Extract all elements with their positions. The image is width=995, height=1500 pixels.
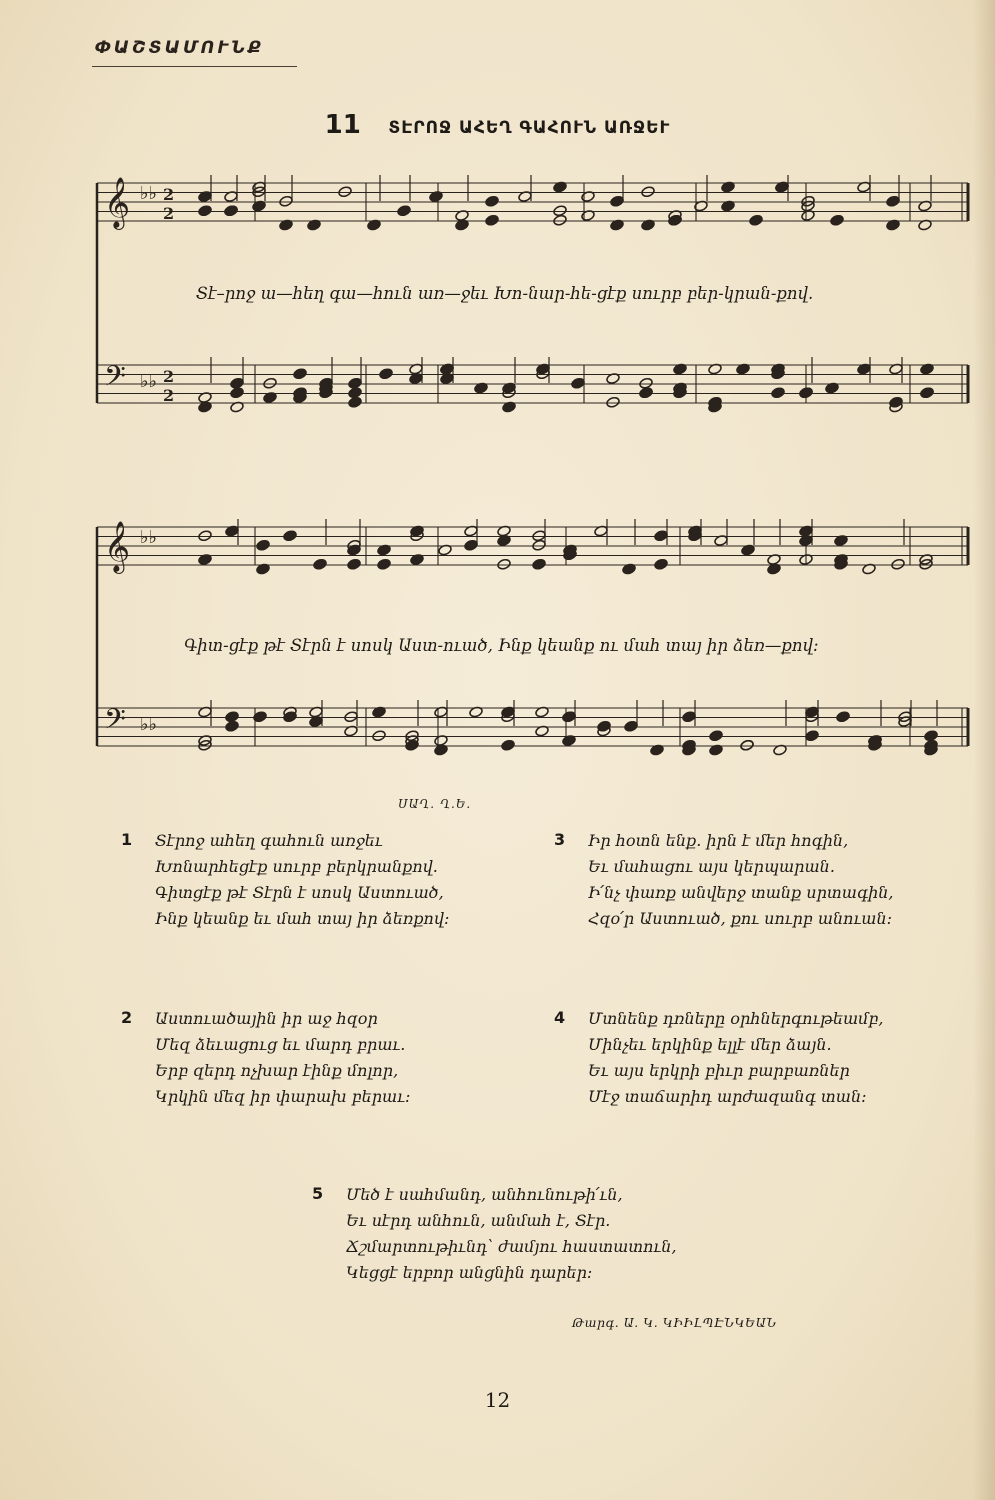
verse-line: Մինչեւ երկինք ելլէ մեր ձայն. — [588, 1035, 832, 1054]
note-head-icon — [348, 377, 363, 389]
note-head-icon — [497, 558, 512, 570]
note-head-icon — [283, 530, 298, 542]
song-name: ՏԷՐՈՋ ԱՀԵՂ ԳԱՀՈՒՆ ԱՌՋԵՒ — [388, 118, 671, 138]
verse-line: Հզօ՛ր Աստուած, քու սուրբ անուան։ — [588, 909, 893, 928]
note-head-icon — [641, 186, 656, 198]
note-head-icon — [224, 205, 239, 217]
verse-number: 4 — [554, 1008, 566, 1027]
note-head-icon — [639, 377, 654, 389]
note-head-icon — [344, 711, 359, 723]
verse-line: Աստուածային իր աջ հզօր — [155, 1009, 378, 1028]
note-head-icon — [749, 214, 764, 226]
note-head-icon — [225, 711, 240, 723]
verse-2 — [121, 1006, 411, 1110]
note-head-icon — [709, 730, 724, 742]
verse-line: Մեծ է սահմանդ, անհունութի՛ւն, — [346, 1185, 623, 1204]
verse-line: Ինք կեանք եւ մահ տայ իր ձեռքով։ — [155, 909, 450, 928]
note-head-icon — [225, 720, 240, 732]
note-head-icon — [230, 377, 245, 389]
verse-line: Եւ մահացու այս կերպարան. — [588, 857, 835, 876]
note-head-icon — [924, 730, 939, 742]
note-head-icon — [532, 539, 547, 551]
note-head-icon — [891, 558, 906, 570]
note-head-icon — [597, 720, 612, 732]
verse-line: Ի՛նչ փառք անվերջ տանք սրտագին, — [588, 883, 894, 902]
time-signature: 2 — [163, 367, 175, 386]
note-head-icon — [279, 195, 294, 207]
translator-credit: Թարգ. Ա. Կ. ԿԻԻԼՊԷՆԿԵԱՆ — [572, 1315, 777, 1330]
note-head-icon — [668, 214, 683, 226]
note-head-icon — [377, 558, 392, 570]
verse-line: Կեցցէ երբոր անցնին դարեր։ — [346, 1263, 593, 1282]
time-signature: 2 — [163, 204, 175, 223]
verse-line: Իր հօտն ենք. իրն է մեր հոգին, — [588, 831, 849, 850]
verse-line: Գիտցէք թէ Տէրն է սոսկ Աստուած, — [155, 883, 444, 902]
score-lyrics-system-2: Գիտ-ցէք թէ Տէրն է սոսկ Աստ-ուած, Ինք կեանք ու մահ տայ իր ձեռ—քով։ — [184, 636, 819, 655]
note-head-icon — [532, 530, 547, 542]
verse-number: 5 — [312, 1184, 324, 1203]
note-head-icon — [348, 387, 363, 399]
verse-5 — [312, 1182, 677, 1286]
note-head-icon — [654, 530, 669, 542]
song-number: 11 — [324, 110, 361, 140]
verse-line: Մտնենք դռները օրհներգութեամբ, — [588, 1009, 884, 1028]
verse-number: 2 — [121, 1008, 133, 1027]
note-head-icon — [198, 530, 213, 542]
note-head-icon — [610, 195, 625, 207]
page-number: 12 — [484, 1388, 511, 1412]
verse-line: Ճշմարտութիւնդ՝ ժամյու հաստատուն, — [346, 1237, 677, 1256]
note-head-icon — [553, 205, 568, 217]
note-head-icon — [805, 730, 820, 742]
verse-line: Մեզ ձեւացուց եւ մարդ բրաւ. — [155, 1035, 406, 1054]
flat-sign-icon: ♭♭ — [140, 714, 157, 735]
verse-1 — [121, 828, 450, 932]
note-head-icon — [485, 195, 500, 207]
note-head-icon — [283, 711, 298, 723]
verse-number: 3 — [554, 830, 566, 849]
section-header: ՓԱՇՏԱՄՈՒՆՔ — [95, 38, 265, 58]
note-head-icon — [313, 558, 328, 570]
source-abbreviation: ՍԱՂ. Ղ.Ե. — [398, 797, 472, 811]
bass-clef-icon: 𝄢 — [104, 360, 126, 400]
flat-sign-icon: ♭♭ — [140, 527, 157, 548]
verse-line: Կրկին մեզ իր փարախ բերաւ։ — [155, 1087, 411, 1106]
note-head-icon — [347, 558, 362, 570]
verse-number: 1 — [121, 830, 133, 849]
time-signature: 2 — [163, 185, 175, 204]
verse-line: Եւ այս երկրի բիւր բարբառներ — [588, 1061, 850, 1080]
verse-4 — [554, 1006, 884, 1110]
note-head-icon — [562, 711, 577, 723]
note-head-icon — [256, 539, 271, 551]
note-head-icon — [830, 214, 845, 226]
time-signature: 2 — [163, 386, 175, 405]
treble-clef-icon: 𝄞 — [104, 521, 131, 572]
treble-clef-icon: 𝄞 — [104, 177, 131, 228]
note-head-icon — [348, 396, 363, 408]
verse-line: Խոնարհեցէք սուրբ բերկրանքով. — [155, 857, 438, 876]
note-head-icon — [230, 387, 245, 399]
verse-line: Մէջ տաճարիդ արժազանգ տան։ — [588, 1087, 867, 1106]
note-head-icon — [532, 558, 547, 570]
flat-sign-icon: ♭♭ — [140, 371, 157, 392]
note-head-icon — [553, 214, 568, 226]
note-head-icon — [836, 711, 851, 723]
note-head-icon — [740, 739, 755, 751]
note-head-icon — [263, 377, 278, 389]
note-head-icon — [501, 739, 516, 751]
note-head-icon — [606, 396, 621, 408]
flat-sign-icon: ♭♭ — [140, 183, 157, 204]
note-head-icon — [198, 205, 213, 217]
verse-line: Տէրոջ ահեղ գահուն առջեւ — [155, 831, 383, 850]
verse-3 — [554, 828, 894, 932]
note-head-icon — [464, 539, 479, 551]
note-head-icon — [920, 387, 935, 399]
note-head-icon — [571, 377, 586, 389]
note-head-icon — [682, 711, 697, 723]
note-head-icon — [293, 368, 308, 380]
note-head-icon — [771, 387, 786, 399]
note-head-icon — [338, 186, 353, 198]
note-head-icon — [886, 195, 901, 207]
note-head-icon — [397, 205, 412, 217]
note-head-icon — [624, 720, 639, 732]
bass-clef-icon: 𝄢 — [104, 703, 126, 743]
note-head-icon — [379, 368, 394, 380]
note-head-icon — [639, 387, 654, 399]
note-head-icon — [654, 558, 669, 570]
score-lyrics-system-1: Տէ–րոջ ա—հեղ գա—հուն առ—ջեւ Խո-նար-հե-ցէք սուրբ բեր-կրան-քով. — [196, 284, 814, 303]
note-head-icon — [372, 730, 387, 742]
verse-line: Եւ սէրդ անհուն, անմահ է, Տէր. — [346, 1211, 611, 1230]
note-head-icon — [485, 214, 500, 226]
verse-line: Երբ զերդ ոչխար էինք մոլոր, — [155, 1061, 399, 1080]
